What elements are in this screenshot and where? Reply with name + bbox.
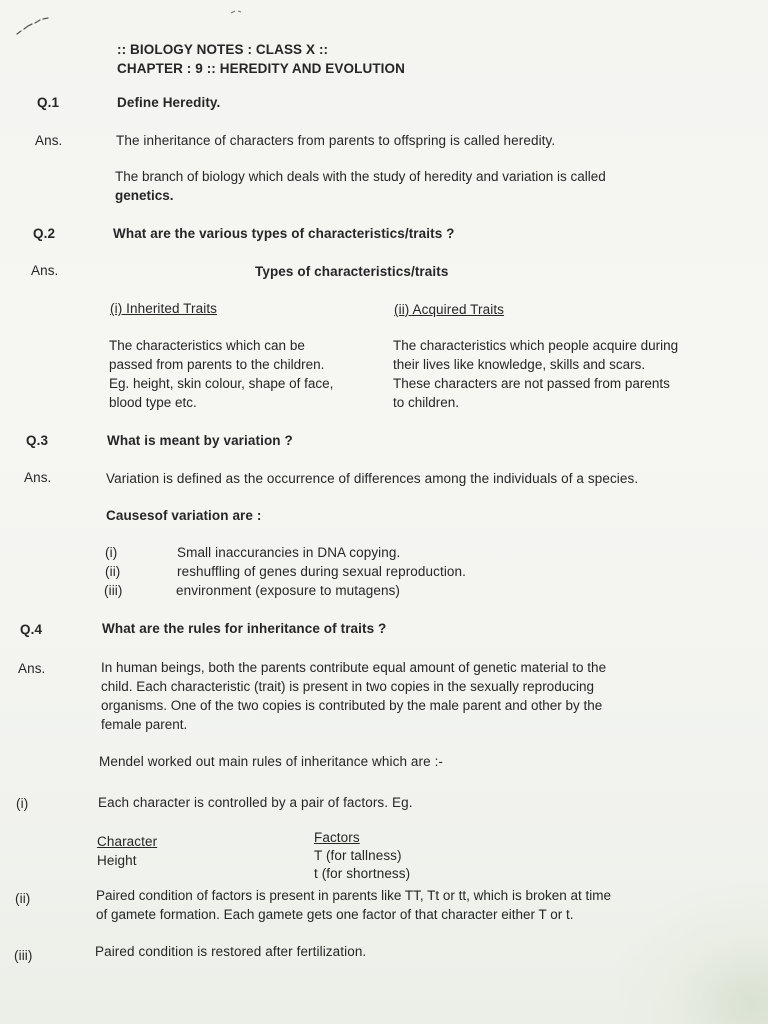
answer-text: The inheritance of characters from parents to offspring is called heredity. xyxy=(116,133,556,148)
list-item: environment (exposure to mutagens) xyxy=(176,583,401,598)
rule-text: Paired condition is restored after fertilization. xyxy=(95,944,367,959)
table-cell-factor: T (for tallness) xyxy=(314,848,402,863)
text-line: of gamete formation. Each gamete gets one factor of that character either T or t. xyxy=(96,907,574,922)
text-line: Eg. height, skin colour, shape of face, xyxy=(109,376,334,391)
answer-label: Ans. xyxy=(31,263,59,278)
list-number: (ii) xyxy=(105,564,121,579)
question-text: What is meant by variation ? xyxy=(107,433,293,448)
answer-label: Ans. xyxy=(18,661,46,676)
text-line: These characters are not passed from parents xyxy=(393,376,670,391)
text-line: The characteristics which can be xyxy=(109,338,305,353)
question-label: Q.3 xyxy=(26,433,49,448)
column-title-acquired: (ii) Acquired Traits xyxy=(394,302,505,317)
answer-paragraph xyxy=(101,658,606,734)
pen-mark-icon xyxy=(14,14,54,38)
text-line: their lives like knowledge, skills and scars. xyxy=(393,357,646,372)
text-line: blood type etc. xyxy=(109,395,197,410)
answer-line: child. Each characteristic (trait) is present in two copies in the sexually reproducing xyxy=(101,679,594,694)
rule-number: (iii) xyxy=(14,948,33,963)
list-number: (i) xyxy=(105,545,118,560)
chapter-title: CHAPTER : 9 :: HEREDITY AND EVOLUTION xyxy=(117,61,405,76)
text-line: to children. xyxy=(393,395,460,410)
answer-line: organisms. One of the two copies is contributed by the male parent and other by the xyxy=(101,698,603,713)
rule-number: (i) xyxy=(16,796,29,811)
section-heading: Types of characteristics/traits xyxy=(255,264,449,279)
answer-line: female parent. xyxy=(101,717,188,732)
table-cell-character: Height xyxy=(97,853,137,868)
rule-text xyxy=(96,886,611,924)
rule-text: Each character is controlled by a pair of factors. Eg. xyxy=(98,795,413,810)
answer-label: Ans. xyxy=(35,133,63,148)
list-item: reshuffling of genes during sexual reproduction. xyxy=(177,564,466,579)
question-text: What are the rules for inheritance of traits ? xyxy=(102,621,387,636)
paper-shadow xyxy=(618,884,768,1024)
inherited-traits-text xyxy=(109,336,333,412)
mendel-text: Mendel worked out main rules of inheritance which are :- xyxy=(99,754,444,769)
table-cell-factor: t (for shortness) xyxy=(314,866,411,881)
answer-paragraph xyxy=(115,167,606,205)
text-line: passed from parents to the children. xyxy=(109,357,325,372)
question-label: Q.1 xyxy=(37,95,60,110)
list-number: (iii) xyxy=(104,583,123,598)
text-line: Paired condition of factors is present in parents like TT, Tt or tt, which is broken at time xyxy=(96,888,611,903)
question-text: Define Heredity. xyxy=(117,95,221,110)
rule-number: (ii) xyxy=(15,891,31,906)
answer-text: Variation is defined as the occurrence of differences among the individuals of a species. xyxy=(106,471,639,486)
column-title-inherited: (i) Inherited Traits xyxy=(110,301,218,316)
causes-heading: Causesof variation are : xyxy=(106,508,262,523)
table-header-character: Character xyxy=(97,834,158,849)
answer-label: Ans. xyxy=(24,470,52,485)
table-header-factors: Factors xyxy=(314,830,360,845)
question-label: Q.2 xyxy=(33,226,56,241)
pen-mark-icon xyxy=(229,9,243,15)
question-text: What are the various types of characteristics/traits ? xyxy=(113,226,455,241)
answer-line: genetics. xyxy=(115,188,174,203)
answer-line: The branch of biology which deals with the study of heredity and variation is called xyxy=(115,169,606,184)
question-label: Q.4 xyxy=(20,622,43,637)
acquired-traits-text xyxy=(393,336,678,412)
answer-line: In human beings, both the parents contribute equal amount of genetic material to the xyxy=(101,660,607,675)
text-line: The characteristics which people acquire during xyxy=(393,338,679,353)
notes-title: :: BIOLOGY NOTES : CLASS X :: xyxy=(117,42,329,57)
list-item: Small inaccurancies in DNA copying. xyxy=(177,545,401,560)
